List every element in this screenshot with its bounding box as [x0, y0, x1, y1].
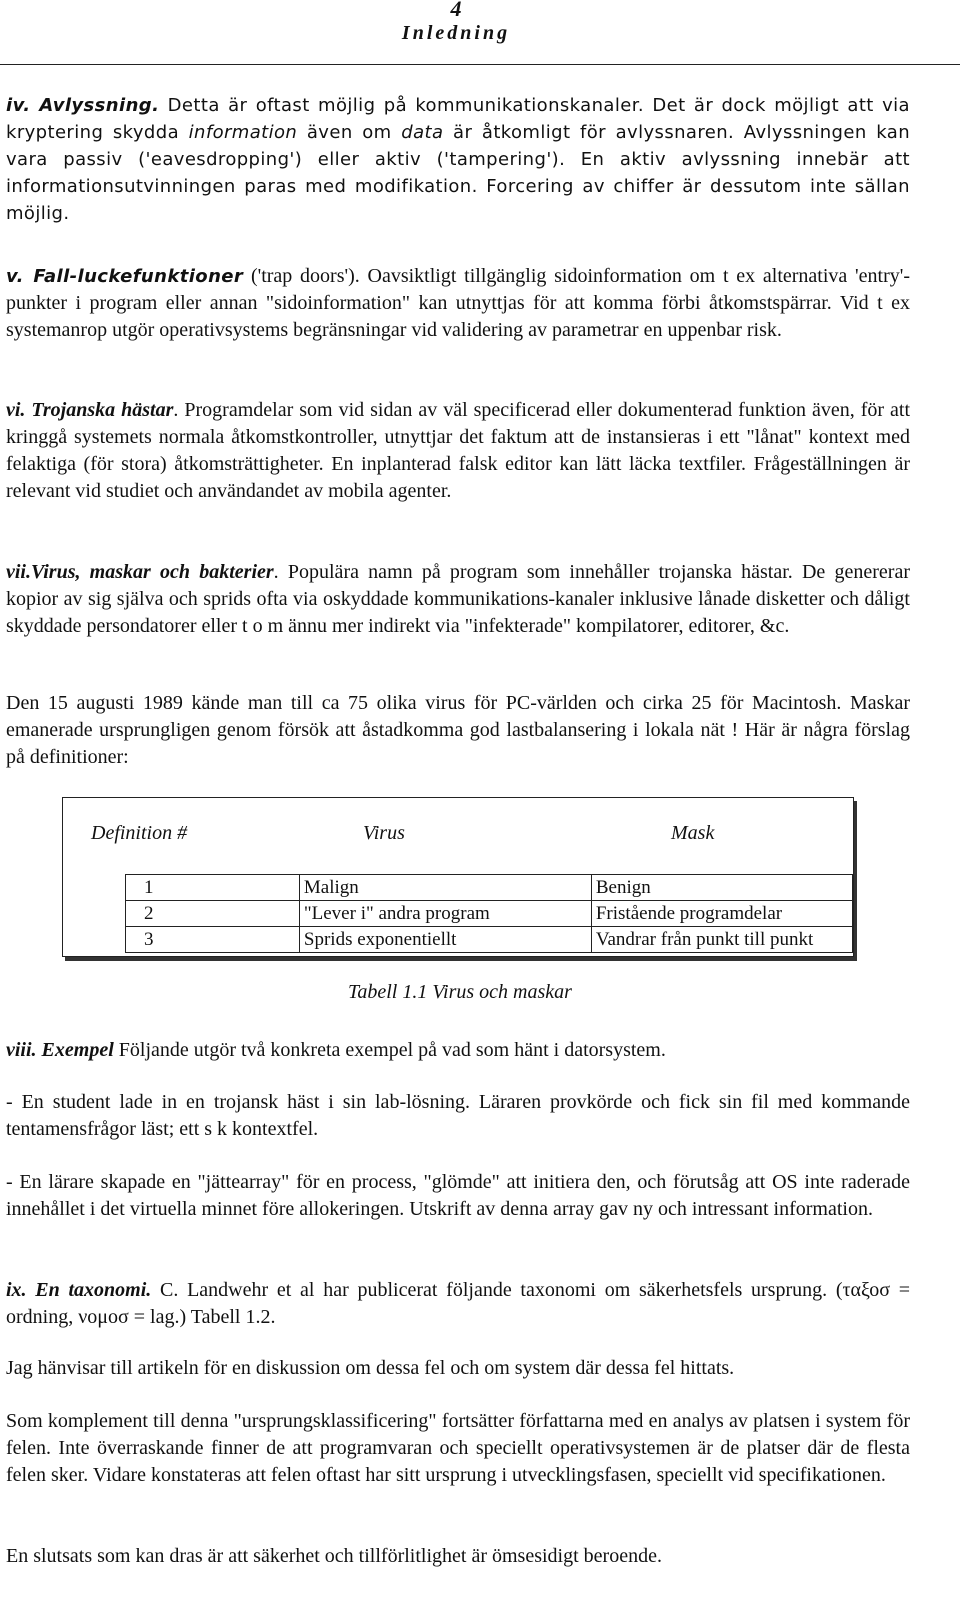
greek-word-nomos: νομοσ: [78, 1306, 129, 1328]
text: C. Landwehr et al har publicerat följande taxonomi om säkerhetsfels ursprung. (: [151, 1279, 843, 1301]
text: Detta är oftast möjlig på kommunikationskanaler. Det är dock möjligt att via kryptering skydda: [6, 95, 910, 143]
page-number: 4: [450, 0, 462, 21]
paragraph-fall-luckefunktioner: [6, 263, 910, 344]
greek-word-taxos: ταξοσ: [842, 1279, 890, 1301]
table-cell: Vandrar från punkt till punkt: [591, 927, 852, 953]
table-header-mask: Mask: [671, 822, 715, 844]
paragraph-slutsats: En slutsats som kan dras är att säkerhet och tillförlitlighet är ömsesidigt beroende.: [6, 1545, 662, 1567]
section-heading-v: v. Fall-luckefunktioner: [6, 266, 244, 287]
table-cell: Malign: [299, 875, 591, 901]
section-heading-viii: viii. Exempel: [6, 1039, 114, 1061]
section-heading-iv: iv. Avlyssning.: [6, 95, 160, 116]
text: . Populära namn på program som innehåller trojanska hästar. De genererar kopior av sig själva och sprids ofta via oskyddade kommunikations-kanaler inklusive lånade disketter och dåligt skyddade persondatorer eller t o m ännu mer indirekt via "infekterade" kompilatorer, editorer, &c.: [6, 561, 911, 637]
text: = ordning,: [6, 1279, 911, 1328]
section-heading-vi: vi. Trojanska hästar: [6, 399, 174, 421]
table-cell: Fristående programdelar: [591, 901, 852, 927]
table-cell: 2: [126, 901, 300, 927]
paragraph-virus-history: Den 15 augusti 1989 kände man till ca 75 olika virus för PC-världen och cirka 25 för Macintosh. Maskar emanerade ursprungligen genom försök att åstadkomma god lastbalansering i lokala nät ! Här är några förslag på definitioner:: [6, 692, 910, 768]
text: ('trap doors'). Oavsiktligt tillgänglig sidoinformation om t ex alternativa 'entry'-punkter i program eller annan "sidoinformation" kan utnyttjas för att komma förbi åtkomstspärrar. Vid t ex systemanrop utgör operativsystems begränsningar vid validering av parametrar en uppenbar risk.: [6, 265, 911, 341]
table-header-virus: Virus: [363, 822, 405, 844]
paragraph-example-teacher: - En lärare skapade en "jättearray" för en process, "glömde" att initiera den, och förutsåg att OS inte raderade innehållet i det virtuella minnet före allokeringen. Utskrift av denna array gav ny och intressant information.: [6, 1171, 910, 1220]
header-rule: [0, 64, 960, 65]
table-cell: Sprids exponentiellt: [299, 927, 591, 953]
text: = lag.) Tabell 1.2.: [128, 1306, 276, 1328]
paragraph-exempel: [6, 1037, 666, 1064]
page-header: [0, 0, 960, 64]
virus-table: [125, 874, 853, 953]
chapter-title: Inledning: [401, 22, 511, 44]
emphasis-data: data: [401, 122, 444, 143]
table-cell: 3: [126, 927, 300, 953]
virus-table-box: [62, 797, 854, 957]
paragraph-taxonomi: [6, 1277, 910, 1331]
table-cell: Benign: [591, 875, 852, 901]
paragraph-example-student: - En student lade in en trojansk häst i sin lab-lösning. Läraren provkörde och fick sin fil med kommande tentamensfrågor läst; ett s k kontextfel.: [6, 1091, 910, 1140]
table-cell: 1: [126, 875, 300, 901]
paragraph-avlyssning: [6, 92, 910, 227]
text: även om: [297, 122, 402, 143]
paragraph-komplement: Som komplement till denna "ursprungsklassificering" fortsätter författarna med en analys av platsen i system för felen. Inte överraskande finner de att programvaran och speciellt operativsystemen är de platser där de flesta felen sker. Vidare konstateras att felen oftast har sitt ursprung i utvecklingsfasen, speciellt vid specifikationen.: [6, 1410, 910, 1486]
text: Följande utgör två konkreta exempel på vad som hänt i datorsystem.: [113, 1039, 666, 1061]
table-row: [126, 875, 853, 901]
emphasis-information: information: [188, 122, 298, 143]
table-header-definition: Definition #: [91, 822, 188, 844]
paragraph-trojanska-hastar: [6, 397, 910, 505]
paragraph-virus: [6, 559, 910, 640]
table-cell: "Lever i" andra program: [299, 901, 591, 927]
text: är åtkomligt för avlyssnaren. Avlyssningen kan vara passiv ('eavesdropping') eller aktiv ('tampering'). En aktiv avlyssning innebär att informationsutvinningen paras med modifikation. Forcering av chiffer är dessutom inte sällan möjlig.: [6, 122, 911, 224]
table-row: [126, 927, 853, 953]
text: . Programdelar som vid sidan av väl specificerad eller dokumenterad funktion även, för att kringgå systemets normala åtkomstkontroller, utnyttjar det faktum att de instansieras i ett "lånat" kontext med felaktiga (för stora) åtkomsträttigheter. En inplanterad falsk editor kan lätt läcka textfiler. Frågeställningen är relevant vid studiet och användandet av mobila agenter.: [6, 399, 910, 502]
table-row: [126, 901, 853, 927]
section-heading-ix: ix. En taxonomi.: [6, 1279, 152, 1301]
paragraph-reference: Jag hänvisar till artikeln för en diskussion om dessa fel och om system där dessa fel hittats.: [6, 1357, 735, 1379]
table-caption: Tabell 1.1 Virus och maskar: [348, 981, 572, 1003]
section-heading-vii: vii.Virus, maskar och bakterier: [6, 561, 274, 583]
